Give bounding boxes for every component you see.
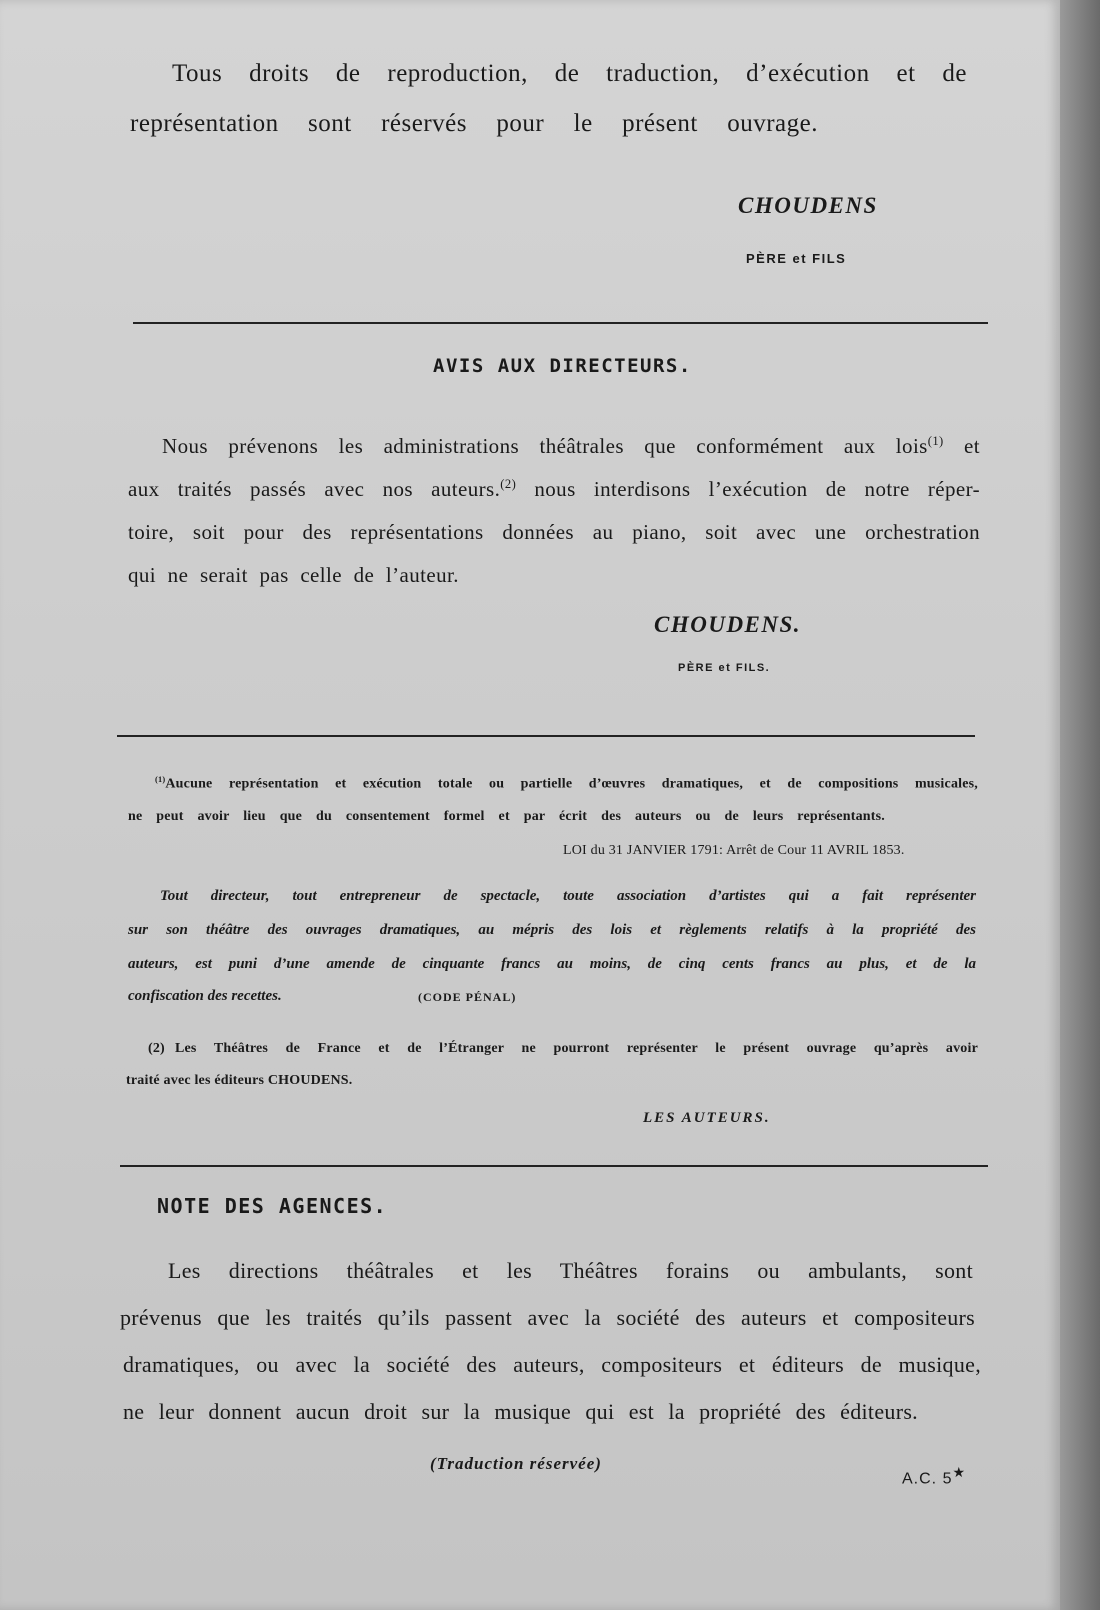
footnote-1-mark: (1) — [155, 775, 166, 784]
avis-line-2 — [128, 477, 980, 502]
rights-line-2: représentation sont réservés pour le présent ouvrage. — [130, 110, 818, 137]
footnote-ref-2: (2) — [500, 477, 517, 491]
avis-publisher-sub: PÈRE et FILS. — [678, 662, 771, 674]
avis-title: AVIS AUX DIRECTEURS. — [433, 355, 692, 377]
avis-line-1-end: et — [943, 434, 980, 458]
rights-line-1: Tous droits de reproduction, de traduction, d’exécution et de — [172, 60, 967, 87]
authors-signature: LES AUTEURS. — [643, 1110, 771, 1126]
footnote-2-text-1: Les Théâtres de France et de l’Étranger ne pourront représenter le présent ouvrage qu’après avoir — [174, 1041, 978, 1056]
avis-line-1 — [162, 434, 980, 459]
avis-line-2-text: aux traités passés avec nos auteurs. — [128, 477, 501, 501]
agences-line-4: ne leur donnent aucun droit sur la musique qui est la propriété des éditeurs. — [123, 1399, 918, 1424]
footnote-2-line-2: traité avec les éditeurs CHOUDENS. — [126, 1073, 353, 1088]
divider-1 — [133, 322, 988, 324]
footnote-2-line-1 — [148, 1041, 978, 1057]
avis-publisher: CHOUDENS. — [654, 612, 802, 637]
agences-title: NOTE DES AGENCES. — [157, 1194, 388, 1218]
footnote-1-line-1 — [155, 775, 978, 793]
footnote-1-ref: LOI du 31 JANVIER 1791: Arrêt de Cour 11 AVRIL 1853. — [563, 843, 905, 858]
agences-line-1: Les directions théâtrales et les Théâtres forains ou ambulants, sont — [168, 1258, 973, 1283]
page-code — [902, 1464, 966, 1488]
footnote-1-line-2: ne peut avoir lieu que du consentement formel et par écrit des auteurs ou de leurs représentants. — [128, 809, 885, 824]
penal-ref: (CODE PÉNAL) — [418, 990, 517, 1004]
page-code-text: A.C. 5 — [902, 1470, 953, 1488]
footnote-1-text-1: Aucune représentation et exécution totale ou partielle d’œuvres dramatiques, et de compositions musicales, — [165, 776, 978, 792]
avis-line-2-end: nous interdisons l’exécution de notre réper- — [516, 477, 981, 501]
traduction-reservee: (Traduction réservée) — [430, 1454, 602, 1473]
avis-line-4: qui ne serait pas celle de l’auteur. — [128, 563, 459, 587]
footnote-ref-1: (1) — [927, 434, 944, 448]
divider-3 — [120, 1165, 988, 1167]
agences-line-3: dramatiques, ou avec la société des auteurs, compositeurs et éditeurs de musique, — [123, 1352, 981, 1377]
rights-publisher: CHOUDENS — [738, 193, 878, 218]
rights-publisher-sub: PÈRE et FILS — [746, 251, 847, 266]
penal-line-2: sur son théâtre des ouvrages dramatiques, au mépris des lois et règlements relatifs à la propriété des — [128, 922, 976, 938]
penal-line-4: confiscation des recettes. — [128, 988, 282, 1004]
penal-line-1: Tout directeur, tout entrepreneur de spectacle, toute association d’artistes qui a fait représenter — [160, 888, 976, 904]
agences-line-2: prévenus que les traités qu’ils passent avec la société des auteurs et compositeurs — [120, 1305, 975, 1330]
avis-line-1-text: Nous prévenons les administrations théâtrales que conformément aux lois — [162, 434, 928, 458]
divider-2 — [117, 735, 975, 737]
penal-line-3: auteurs, est puni d’une amende de cinquante francs au moins, de cinq cents francs au plus, et de la — [128, 956, 976, 972]
page-edge — [1060, 0, 1100, 1610]
star-icon: ★ — [952, 1464, 967, 1480]
footnote-2-mark: (2) — [148, 1041, 165, 1056]
avis-line-3: toire, soit pour des représentations données au piano, soit avec une orchestration — [128, 520, 980, 544]
